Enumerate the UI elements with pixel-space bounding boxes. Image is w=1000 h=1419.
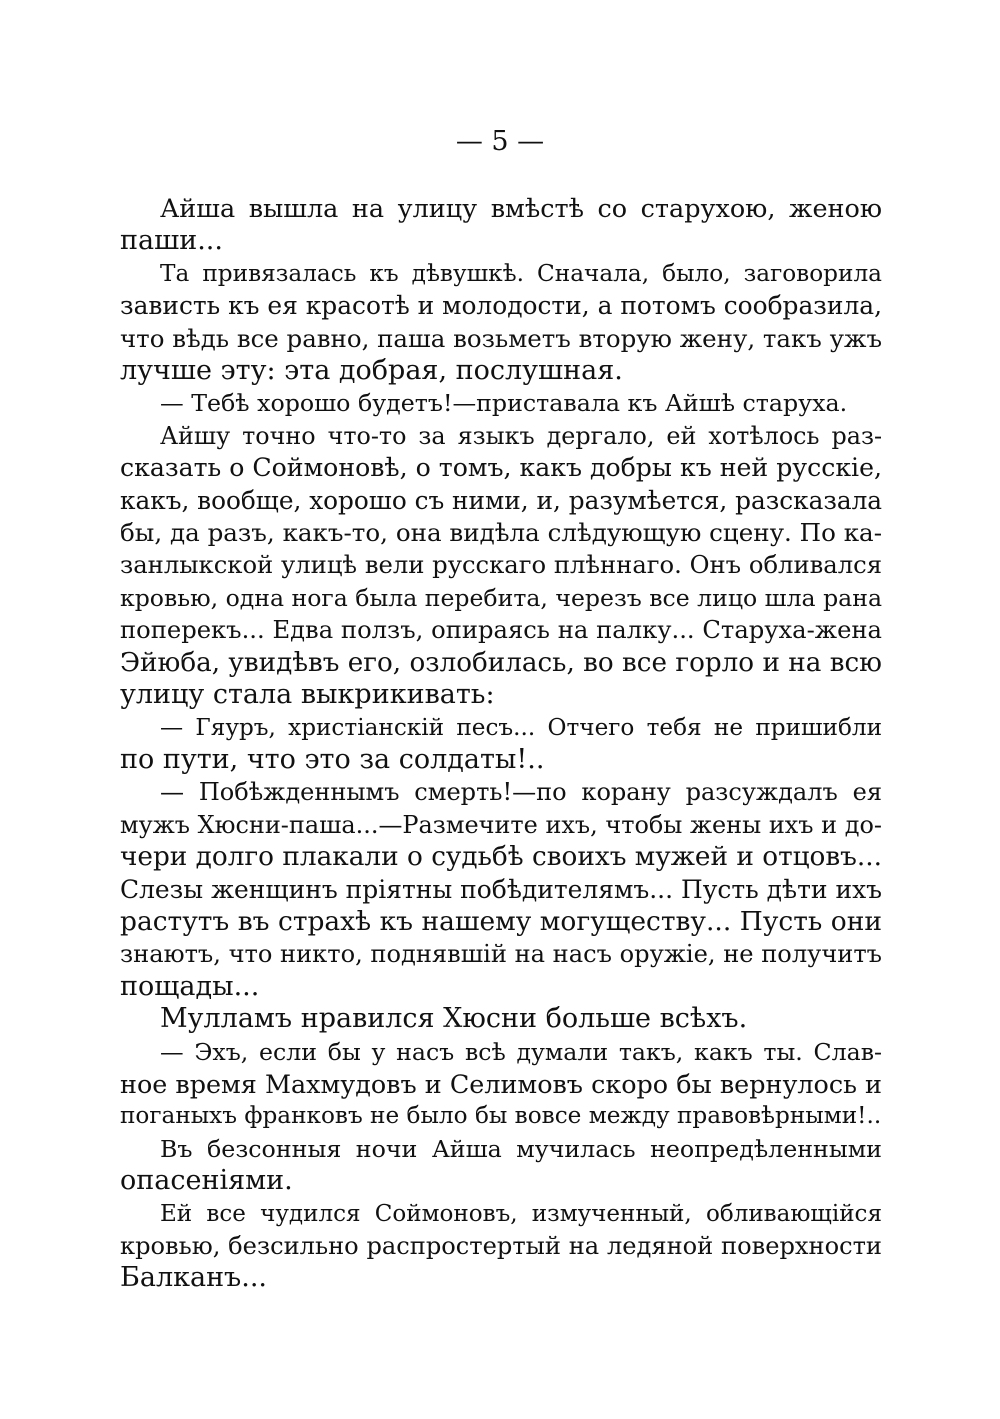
- text-line: — Эхъ, если бы у насъ всѣ думали такъ, какъ ты. Слав-: [160, 1037, 882, 1066]
- text-line: ное время Махмудовъ и Селимовъ скоро бы вернулось и: [120, 1068, 882, 1099]
- paragraph: [120, 387, 882, 419]
- text-line: Айша вышла на улицу вмѣстѣ со старухою, женою: [160, 194, 882, 224]
- text-line: поганыхъ франковъ не было бы вовсе между правовѣрными!..: [120, 1102, 882, 1130]
- paragraph: [120, 193, 882, 258]
- paragraph: [120, 1198, 882, 1295]
- page-text: [120, 193, 882, 1295]
- text-line: Ей все чудился Соймоновъ, измученный, обливающійся: [160, 1200, 882, 1227]
- text-line: — Тебѣ хорошо будетъ!—приставала къ Айшѣ старуха.: [160, 389, 848, 418]
- text-line: улицу стала выкрикивать:: [120, 679, 495, 711]
- text-line: какъ, вообще, хорошо съ ними, и, разумѣется, разсказала: [120, 485, 883, 515]
- paragraph: [120, 712, 882, 777]
- text-line: бы, да разъ, какъ-то, она видѣла слѣдующую сцену. По ка-: [120, 518, 882, 548]
- page-number: — 5 —: [455, 126, 545, 157]
- text-line: зависть къ ея красотѣ и молодости, а потомъ сообразила,: [120, 291, 882, 321]
- text-line: Эйюба, увидѣвъ его, озлобилась, во все горло и на всю: [120, 647, 882, 678]
- text-line: Въ безсонныя ночи Айша мучилась неопредѣленными: [160, 1134, 882, 1163]
- text-line: растутъ въ страхѣ къ нашему могуществу... Пусть они: [120, 905, 882, 937]
- text-line: Слезы женщинъ пріятны побѣдителямъ... Пусть дѣти ихъ: [120, 874, 882, 904]
- paragraph: [120, 776, 882, 1003]
- text-line: кровью, одна нога была перебита, черезъ все лицо шла рана: [120, 583, 882, 612]
- text-line: Балканъ...: [120, 1262, 267, 1294]
- text-line: знаютъ, что никто, поднявшій на насъ оружіе, не получитъ: [120, 940, 883, 969]
- text-line: чери долго плакали о судьбѣ своихъ мужей и отцовъ...: [120, 842, 882, 873]
- text-line: паши...: [120, 225, 223, 257]
- paragraph: [120, 1036, 882, 1133]
- paragraph: [120, 1133, 882, 1198]
- text-line: по пути, что это за солдаты!..: [120, 743, 545, 775]
- text-line: опасеніями.: [120, 1165, 293, 1197]
- text-line: сказать о Соймоновѣ, о томъ, какъ добры къ ней русскіе,: [120, 453, 882, 483]
- paragraph: [120, 420, 882, 712]
- text-line: занлыкской улицѣ вели русскаго плѣннаго. Онъ обливался: [120, 550, 882, 580]
- text-line: Мулламъ нравился Хюсни больше всѣхъ.: [160, 1003, 748, 1035]
- text-line: лучше эту: эта добрая, послушная.: [120, 355, 623, 387]
- text-line: кровью, безсильно распростертый на ледяной поверхности: [120, 1232, 882, 1260]
- text-line: — Гяуръ, христіанскій песъ... Отчего тебя не пришибли: [160, 714, 882, 741]
- text-line: что вѣдь все равно, паша возьметъ вторую жену, такъ ужъ: [120, 323, 883, 353]
- text-line: Айшу точно что-то за языкъ дергало, ей хотѣлось раз-: [160, 421, 882, 450]
- paragraph: [120, 258, 882, 388]
- text-line: поперекъ... Едва ползъ, опираясь на палку... Старуха-жена: [120, 616, 882, 645]
- text-line: пощады...: [120, 970, 260, 1002]
- paragraph: [120, 1003, 882, 1035]
- text-line: Та привязалась къ дѣвушкѣ. Сначала, было, заговорила: [160, 259, 882, 287]
- text-line: мужъ Хюсни-паша...—Размечите ихъ, чтобы жены ихъ и до-: [120, 810, 882, 839]
- text-line: — Побѣжденнымъ смерть!—по корану разсуждалъ ея: [160, 778, 882, 807]
